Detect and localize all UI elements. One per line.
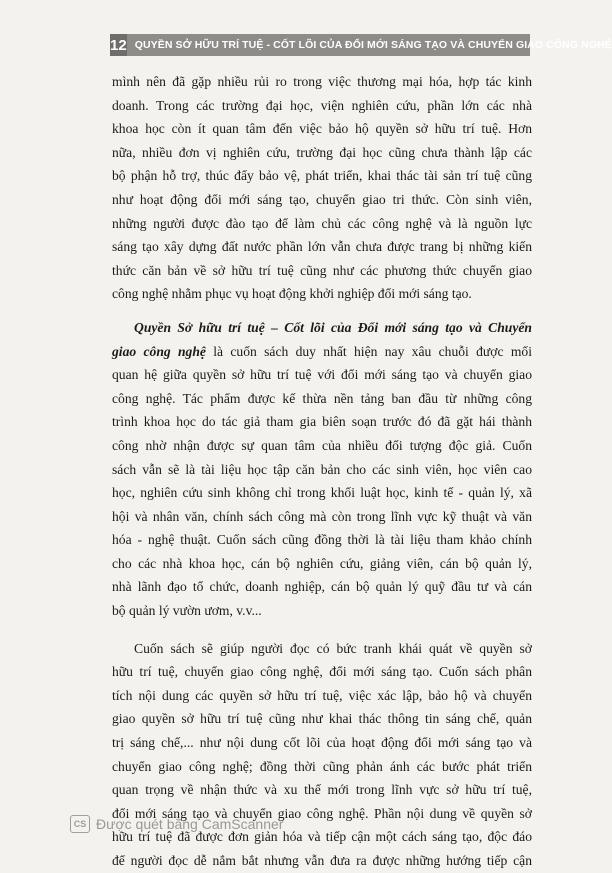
text-line: công nhờ nhận được sự quan tâm của nhiều đối tượng độc giả. Cuốn: [112, 437, 532, 453]
text-line: tích nội dung các quyền sở hữu trí tuệ, việc xác lập, bảo hộ và chuyển: [112, 687, 532, 703]
text-line: mình nên đã gặp nhiều rủi ro trong việc thương mại hóa, hợp tác kinh: [112, 74, 532, 89]
text-line: nữa, nhiều đơn vị nghiên cứu, trường đại học cũng chưa thành lập các: [112, 144, 532, 160]
text-line: cho các nhà khoa học, cán bộ nghiên cứu, giảng viên, cán bộ quản lý,: [112, 555, 532, 571]
text-line: chuyển giao công nghệ; đồng thời cũng phản ánh các bước phát triển: [112, 758, 532, 774]
text-line: để người đọc dễ nắm bắt nhưng vẫn đưa ra được những hướng tiếp cận: [112, 853, 532, 868]
text-line: như hoạt động đổi mới sáng tạo, chuyển giao tri thức. Còn sinh viên,: [112, 191, 532, 207]
paragraph-3: [112, 637, 532, 873]
text-line: giao quyền sở hữu trí tuệ cũng như khai thác thông tin sáng chế, quản: [112, 711, 532, 727]
text-line: học, nghiên cứu sinh không chỉ trong khối luật học, kinh tế - quản lý, xã: [112, 485, 532, 501]
text-line: bộ quản lý vườn ươm, v.v...: [112, 603, 262, 619]
text-line: sách vẫn sẽ là tài liệu học tập căn bản cho các sinh viên, học viên cao: [112, 461, 532, 477]
text-line: công nghệ nhằm phục vụ hoạt động khởi nghiệp đổi mới sáng tạo.: [112, 286, 472, 302]
running-title: QUYỀN SỞ HỮU TRÍ TUỆ - CỐT LÕI CỦA ĐỔI MỚI SÁNG TẠO VÀ CHUYỂN GIAO CÔNG NGHỆ: [134, 39, 612, 51]
text-line: doanh. Trong các trường đại học, viện nghiên cứu, phần lớn các nhà: [112, 97, 532, 113]
text-line: những người được đào tạo để làm chủ các công nghệ và là nguồn lực: [112, 215, 532, 231]
page-number: 12: [110, 34, 127, 56]
text-line: công nghệ. Tác phẩm được kế thừa nền tảng ban đầu từ những công: [112, 390, 532, 406]
text-line: hóa - nghệ thuật. Cuốn sách cũng đồng thời là tài liệu tham khảo chính: [112, 532, 532, 548]
text-line: hội và nhân văn, chính sách công mà còn trong lĩnh vực kỹ thuật và văn: [112, 508, 532, 524]
text-line: nhà lãnh đạo tổ chức, doanh nghiệp, cán bộ quản lý quỹ đầu tư và cán: [112, 579, 532, 595]
text-line: sáng tạo xây dựng đất nước phần lớn vẫn chưa được trang bị những kiến: [112, 239, 532, 255]
running-header: [110, 34, 612, 56]
text-line: Cuốn sách sẽ giúp người đọc có bức tranh khái quát về quyền sở: [134, 640, 532, 656]
paragraph-2: [112, 316, 532, 623]
text-line: [112, 340, 532, 364]
camscanner-logo-icon: CS: [70, 815, 90, 833]
watermark-text: Được quét bằng CamScanner: [96, 816, 284, 832]
text-span: là cuốn sách duy nhất hiện nay xâu chuỗi được mối: [205, 343, 532, 359]
page-body: [112, 70, 532, 873]
paragraph-1: [112, 70, 532, 306]
text-line: khoa học còn ít quan tâm đến việc bảo hộ quyền sở hữu trí tuệ. Hơn: [112, 121, 532, 137]
text-line: thức căn bản về sở hữu trí tuệ cũng như các phương thức chuyển giao: [112, 262, 532, 278]
text-line: quan trọng về nhận thức và xu thế mới trong lĩnh vực sở hữu trí tuệ,: [112, 782, 532, 798]
text-line: hữu trí tuệ, chuyển giao công nghệ, đổi mới sáng tạo. Cuốn sách phân: [112, 664, 532, 680]
book-title: Quyền Sở hữu trí tuệ – Cốt lõi của Đổi mới sáng tạo và Chuyển: [134, 319, 532, 335]
text-line: đổi mới sáng tạo và chuyển giao công nghệ. Phần nội dung về quyền sở: [112, 805, 532, 821]
text-line: quan hệ giữa quyền sở hữu trí tuệ với đổi mới sáng tạo và chuyển giao: [112, 367, 532, 383]
camscanner-watermark: [70, 815, 283, 833]
text-line: hữu trí tuệ đã được đơn giản hóa và tiếp cận một cách sáng tạo, độc đáo: [112, 829, 532, 845]
text-line: [112, 316, 532, 340]
text-line: trị sáng chế,... như nội dung cốt lõi của hoạt động đổi mới sáng tạo và: [112, 735, 532, 751]
book-title: giao công nghệ: [112, 343, 206, 359]
text-line: trình khoa học do tác giả tham gia biên soạn trước đó đã gặt hái thành: [112, 414, 532, 430]
text-line: bộ phận hỗ trợ, thúc đẩy bảo vệ, phát triển, khai thác tài sản trí tuệ cũng: [112, 168, 532, 184]
